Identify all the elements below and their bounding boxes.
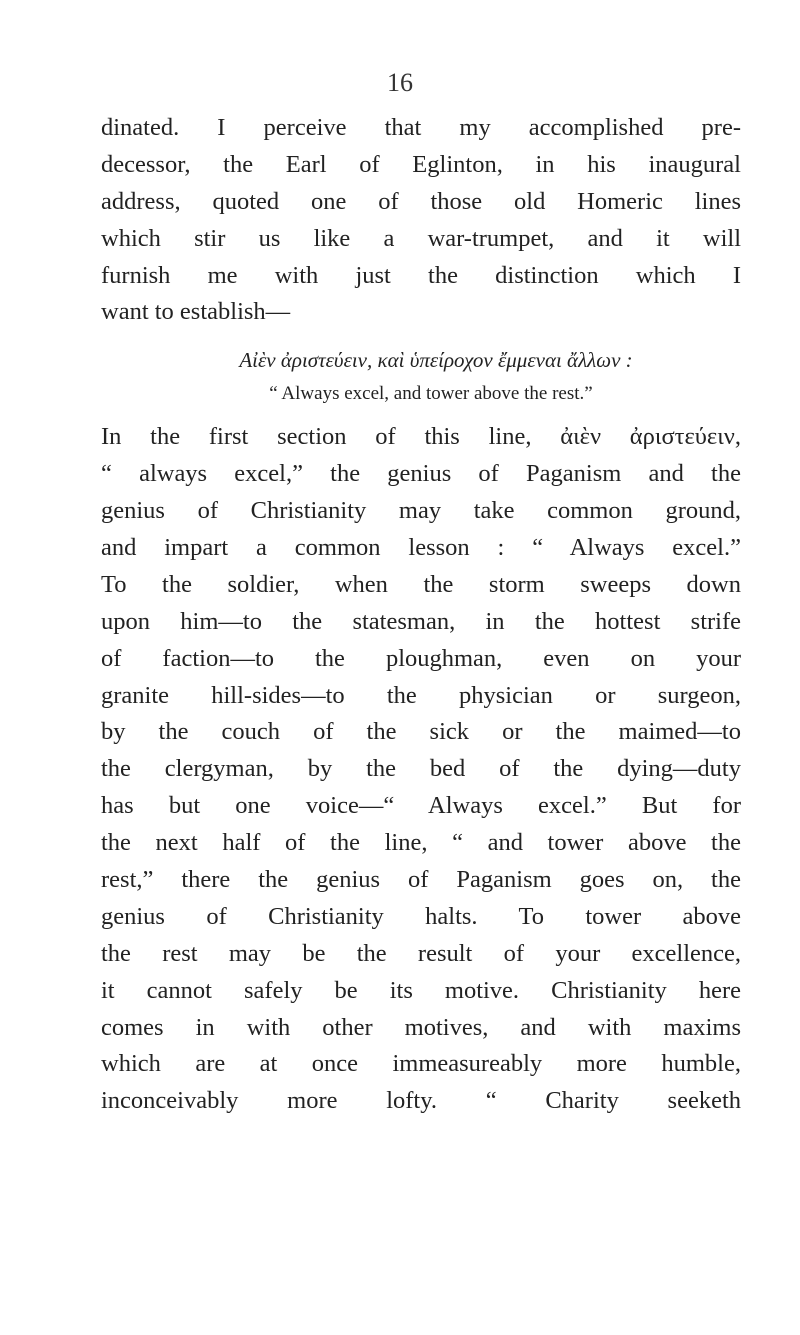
paragraph-1 [101, 110, 741, 331]
text-line: granite hill-sides—to the physician or surgeon, [101, 681, 741, 709]
greek-verse-quote: Αἰὲν ἀριστεύειν, καὶ ὑπείροχον ἔμμεναι ἄλλων : [239, 348, 633, 373]
text-line: has but one voice—“ Always excel.” But for [101, 792, 741, 820]
text-line: it cannot safely be its motive. Christianity here [101, 976, 741, 1004]
text-line: upon him—to the statesman, in the hottest strife [101, 607, 741, 635]
text-line: want to establish— [101, 298, 291, 326]
verse-translation: “ Always excel, and tower above the rest.” [269, 383, 593, 405]
text-line: inconceivably more lofty. “ Charity seeketh [101, 1087, 741, 1115]
text-line: decessor, the Earl of Eglinton, in his inaugural [101, 150, 741, 178]
text-line: rest,” there the genius of Paganism goes on, the [101, 866, 741, 894]
paragraph-2 [101, 419, 741, 1120]
page-number: 16 [387, 68, 413, 97]
text-line: which stir us like a war-trumpet, and it will [101, 224, 741, 252]
text-line: genius of Christianity halts. To tower above [101, 902, 741, 930]
text-line: by the couch of the sick or the maimed—to [101, 718, 741, 746]
text-line: the rest may be the result of your excellence, [101, 939, 741, 967]
text-line: of faction—to the ploughman, even on your [101, 644, 741, 672]
text-line: furnish me with just the distinction which I [101, 261, 741, 289]
text-line: address, quoted one of those old Homeric lines [101, 187, 741, 215]
text-line: the next half of the line, “ and tower above the [101, 829, 741, 857]
text-line: genius of Christianity may take common ground, [101, 497, 741, 525]
text-line: In the first section of this line, ἀιὲν ἀριστεύειν, [101, 423, 741, 451]
text-line: “ always excel,” the genius of Paganism and the [101, 460, 741, 488]
text-line: and impart a common lesson : “ Always excel.” [101, 534, 741, 562]
body-text [101, 110, 741, 1120]
text-line: the clergyman, by the bed of the dying—duty [101, 755, 741, 783]
text-line: which are at once immeasureably more humble, [101, 1050, 741, 1078]
text-line: dinated. I perceive that my accomplished pre- [101, 114, 741, 141]
text-line: comes in with other motives, and with maxims [101, 1013, 741, 1041]
text-line: To the soldier, when the storm sweeps down [101, 570, 741, 598]
